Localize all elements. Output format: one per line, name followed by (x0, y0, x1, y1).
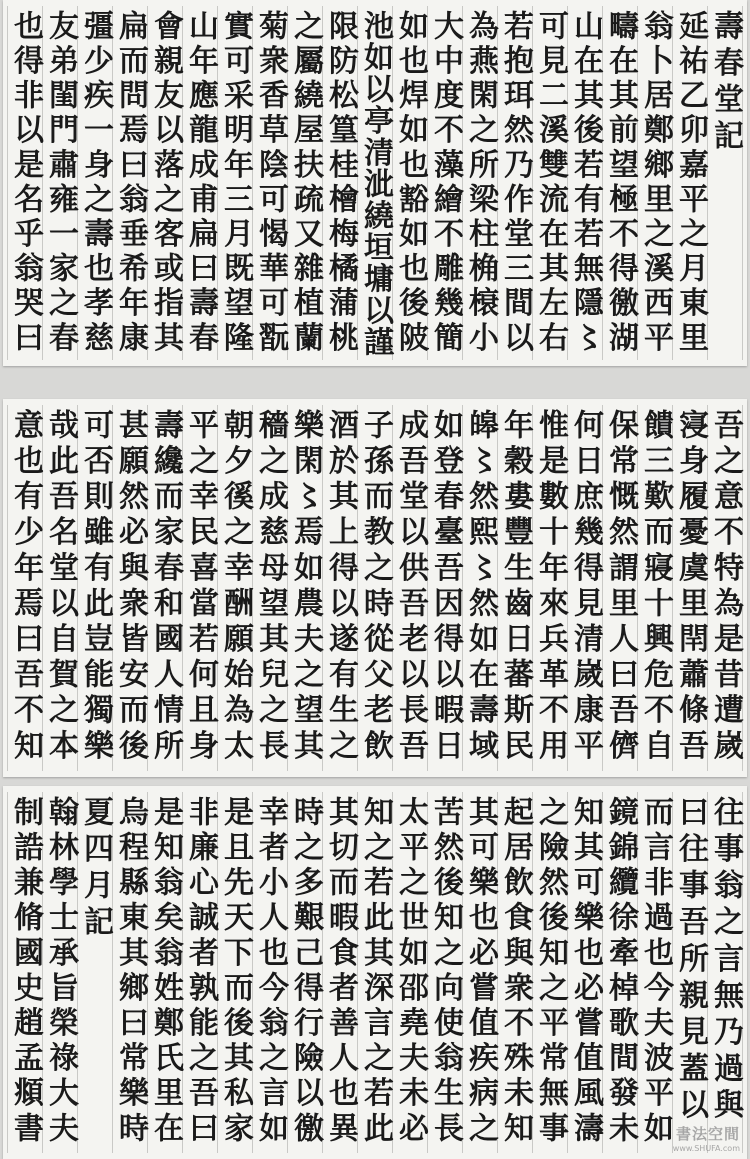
column-text: 若抱珥然乃作堂三間以 (498, 10, 533, 356)
column-text: 山在其後若有若無隱〻 (568, 10, 603, 356)
text-column (637, 405, 672, 771)
column-text: 可否則雖有此豈能獨樂 (78, 409, 113, 765)
text-column (462, 6, 497, 360)
column-text: 其可樂也必嘗值疾病之 (463, 796, 498, 1147)
column-text: 限防松篁桂檜梅橘蒲桃 (323, 10, 358, 356)
text-column (42, 405, 77, 771)
text-column (252, 792, 287, 1153)
column-text: 知其可樂也必嘗值風濤 (568, 796, 603, 1147)
column-text: 彊少疾一身之壽也孝慈 (78, 10, 113, 356)
column-text: 意也有少年焉曰吾不知 (8, 409, 43, 765)
column-text: 會親友以落之客或指其 (148, 10, 183, 356)
column-text: 壽春堂記 (708, 10, 743, 157)
column-text: 幸者小人也今翁之言如 (253, 796, 288, 1147)
manuscript-sheet-1 (3, 0, 747, 366)
text-column (497, 792, 532, 1153)
text-column (112, 6, 147, 360)
column-text: 穡之成慈母望其兒之長 (253, 409, 288, 765)
text-column (217, 792, 252, 1153)
text-column (602, 405, 637, 771)
column-text: 山年應龍成甫扁曰壽春 (183, 10, 218, 356)
column-text: 為燕閑之所梁柱桷榱小 (463, 10, 498, 356)
column-text: 也得非以是名乎翁哭曰 (8, 10, 43, 356)
text-column (77, 405, 112, 771)
column-text: 菊衆香草陰可愒華可翫 (253, 10, 288, 356)
column-text: 大中度不藻繪不雕幾簡 (428, 10, 463, 356)
text-column (182, 405, 217, 771)
text-column (567, 792, 602, 1153)
column-text: 可見二溪雙流在其左右 (533, 10, 568, 356)
manuscript-sheet-2 (3, 399, 747, 777)
text-column (42, 792, 77, 1153)
column-text: 知之若此其深言之若此 (358, 796, 393, 1147)
column-text: 朝夕徯之幸酬願始為太 (218, 409, 253, 765)
column-text: 其切而暇食者善人也異 (323, 796, 358, 1147)
text-column (672, 6, 707, 360)
column-text: 往事翁之言無乃過與 (708, 796, 743, 1126)
text-column (392, 405, 427, 771)
text-column (357, 792, 392, 1153)
text-column (392, 6, 427, 360)
column-text: 起居飲食與衆不殊未知 (498, 796, 533, 1147)
text-column (147, 6, 182, 360)
column-text: 延祐乙卯嘉平之月東里 (673, 10, 708, 356)
column-text: 吾之意不特為是昔遭嵗 (708, 409, 743, 765)
column-text: 年穀婁豐生齒日蕃斯民 (498, 409, 533, 765)
text-column (567, 405, 602, 771)
column-text: 酒於其上得以遂有生之 (323, 409, 358, 765)
text-column (707, 405, 743, 771)
column-text: 平之幸民喜當若何且身 (183, 409, 218, 765)
text-column (252, 6, 287, 360)
text-column (497, 6, 532, 360)
text-column (217, 405, 252, 771)
text-column (602, 6, 637, 360)
column-text: 之屬繞屋扶疏又雜植蘭 (288, 10, 323, 356)
text-column (322, 6, 357, 360)
text-column (462, 792, 497, 1153)
column-text: 如也焊如也豁如也後陂 (393, 10, 428, 356)
text-column (322, 792, 357, 1153)
text-column (427, 6, 462, 360)
column-text: 之險然後知之平常無事 (533, 796, 568, 1147)
text-column (357, 405, 392, 771)
text-column (707, 6, 743, 360)
text-column (252, 405, 287, 771)
column-grid (7, 405, 743, 771)
text-column (532, 405, 567, 771)
column-text: 饋三歎而寢十興危不自 (638, 409, 673, 765)
column-text: 烏程縣東其鄉曰常樂時 (113, 796, 148, 1147)
text-column (7, 792, 42, 1153)
text-column (707, 792, 743, 1153)
column-text: 壽纔而家春和國人情所 (148, 409, 183, 765)
text-column (42, 6, 77, 360)
column-grid (7, 6, 743, 360)
text-column (287, 405, 322, 771)
text-column (637, 792, 672, 1153)
column-text: 樂閑〻焉如農夫之望其 (288, 409, 323, 765)
column-text: 疇在其前望極不得徼湖 (603, 10, 638, 356)
column-text: 何日庶幾得見清嵗康平 (568, 409, 603, 765)
text-column (532, 6, 567, 360)
column-text: 甚願然必與衆皆安而後 (113, 409, 148, 765)
column-text: 翁卜居鄭鄉里之溪西平 (638, 10, 673, 356)
column-text: 成吾堂以供吾老以長吾 (393, 409, 428, 765)
text-column (602, 792, 637, 1153)
text-column (7, 6, 42, 360)
column-text: 保常慨然謂里人曰吾儕 (603, 409, 638, 765)
text-column (672, 792, 707, 1153)
column-text: 實可采明年三月既望隆 (218, 10, 253, 356)
text-column (497, 405, 532, 771)
text-column (77, 6, 112, 360)
text-column (672, 405, 707, 771)
column-text: 扁而問焉曰翁垂希年康 (113, 10, 148, 356)
text-column (532, 792, 567, 1153)
text-column (637, 6, 672, 360)
text-column (112, 792, 147, 1153)
text-column (147, 405, 182, 771)
column-text: 制誥兼脩國史趙孟頫書 (8, 796, 43, 1147)
text-column (112, 405, 147, 771)
column-text: 而言非過也今夫波平如 (638, 796, 673, 1147)
text-column (147, 792, 182, 1153)
column-grid (7, 792, 743, 1153)
column-text: 如登春臺吾因得以暇日 (428, 409, 463, 765)
column-text: 夏四月記 (78, 796, 113, 943)
site-watermark (673, 1123, 740, 1153)
text-column (357, 6, 392, 360)
text-column (182, 792, 217, 1153)
column-text: 是且先天下而後其私家 (218, 796, 253, 1147)
manuscript-sheet-3 (3, 786, 747, 1159)
column-text: 池如以亭清泚繞垣墉以謹 (358, 10, 393, 358)
column-text: 曰往事吾所親見蓋以 (673, 796, 708, 1126)
text-column (427, 405, 462, 771)
column-text: 鏡錦纜徐牽棹歌間發未 (603, 796, 638, 1147)
watermark-title: 書法空間 (675, 1125, 740, 1143)
column-text: 苦然後知之向使翁生長 (428, 796, 463, 1147)
watermark-url: www.SHUFA.com (672, 1144, 740, 1153)
column-text: 友弟閨門肅雍一家之春 (43, 10, 78, 356)
text-column (77, 792, 112, 1153)
text-column (392, 792, 427, 1153)
column-text: 太平之世如邵堯夫未必 (393, 796, 428, 1147)
column-text: 子孫而教之時從父老飲 (358, 409, 393, 765)
text-column (567, 6, 602, 360)
column-text: 翰林學士承旨榮祿大夫 (43, 796, 78, 1147)
text-column (7, 405, 42, 771)
text-column (287, 792, 322, 1153)
column-text: 皞〻然熙〻然如在壽域 (463, 409, 498, 765)
column-text: 惟是數十年來兵革不用 (533, 409, 568, 765)
text-column (287, 6, 322, 360)
column-text: 非廉心誠者孰能之吾曰 (183, 796, 218, 1147)
column-text: 寖身履憂虞里閈蕭條吾 (673, 409, 708, 765)
text-column (462, 405, 497, 771)
column-text: 哉此吾名堂以自賀之本 (43, 409, 78, 765)
column-text: 是知翁矣翁姓鄭氏里在 (148, 796, 183, 1147)
text-column (322, 405, 357, 771)
text-column (217, 6, 252, 360)
text-column (427, 792, 462, 1153)
text-column (182, 6, 217, 360)
column-text: 時之多艱己得行險以徼 (288, 796, 323, 1147)
